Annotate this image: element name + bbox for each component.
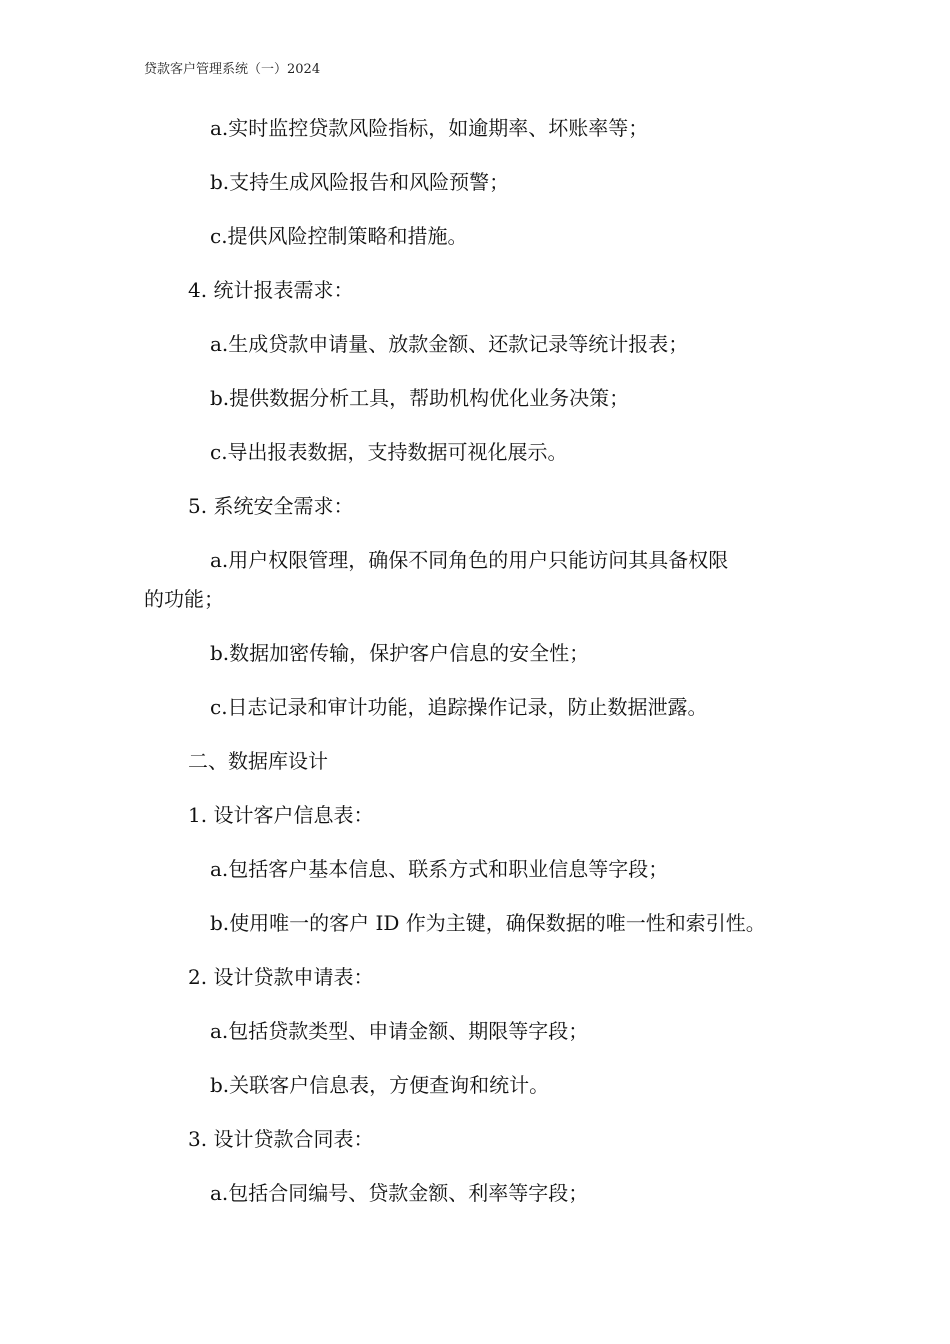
list-item: b.数据加密传输，保护客户信息的安全性；: [210, 641, 590, 665]
list-item: c.导出报表数据，支持数据可视化展示。: [210, 440, 568, 464]
list-item: b.使用唯一的客户 ID 作为主键，确保数据的唯一性和索引性。: [210, 911, 766, 935]
list-item: c.日志记录和审计功能，追踪操作记录，防止数据泄露。: [210, 695, 708, 719]
section-heading: 4. 统计报表需求：: [188, 278, 354, 302]
section-heading: 3. 设计贷款合同表：: [188, 1127, 374, 1151]
list-item: a.生成贷款申请量、放款金额、还款记录等统计报表；: [210, 332, 689, 356]
list-item: a.实时监控贷款风险指标，如逾期率、坏账率等；: [210, 116, 649, 140]
list-item: b.关联客户信息表，方便查询和统计。: [210, 1073, 550, 1097]
list-item: b.支持生成风险报告和风险预警；: [210, 170, 510, 194]
list-item: a.包括合同编号、贷款金额、利率等字段；: [210, 1181, 589, 1205]
list-item: a.包括客户基本信息、联系方式和职业信息等字段；: [210, 857, 669, 881]
page-header: 贷款客户管理系统（一）2024: [144, 62, 321, 77]
section-heading: 5. 系统安全需求：: [188, 494, 354, 518]
section-heading: 2. 设计贷款申请表：: [188, 965, 374, 989]
list-item: c.提供风险控制策略和措施。: [210, 224, 468, 248]
list-item: b.提供数据分析工具，帮助机构优化业务决策；: [210, 386, 630, 410]
chapter-heading: 二、数据库设计: [188, 749, 328, 773]
list-item: a.包括贷款类型、申请金额、期限等字段；: [210, 1019, 589, 1043]
list-item: a.用户权限管理，确保不同角色的用户只能访问其具备权限: [210, 548, 729, 572]
section-heading: 1. 设计客户信息表：: [188, 803, 374, 827]
list-item-continuation: 的功能；: [144, 587, 224, 611]
